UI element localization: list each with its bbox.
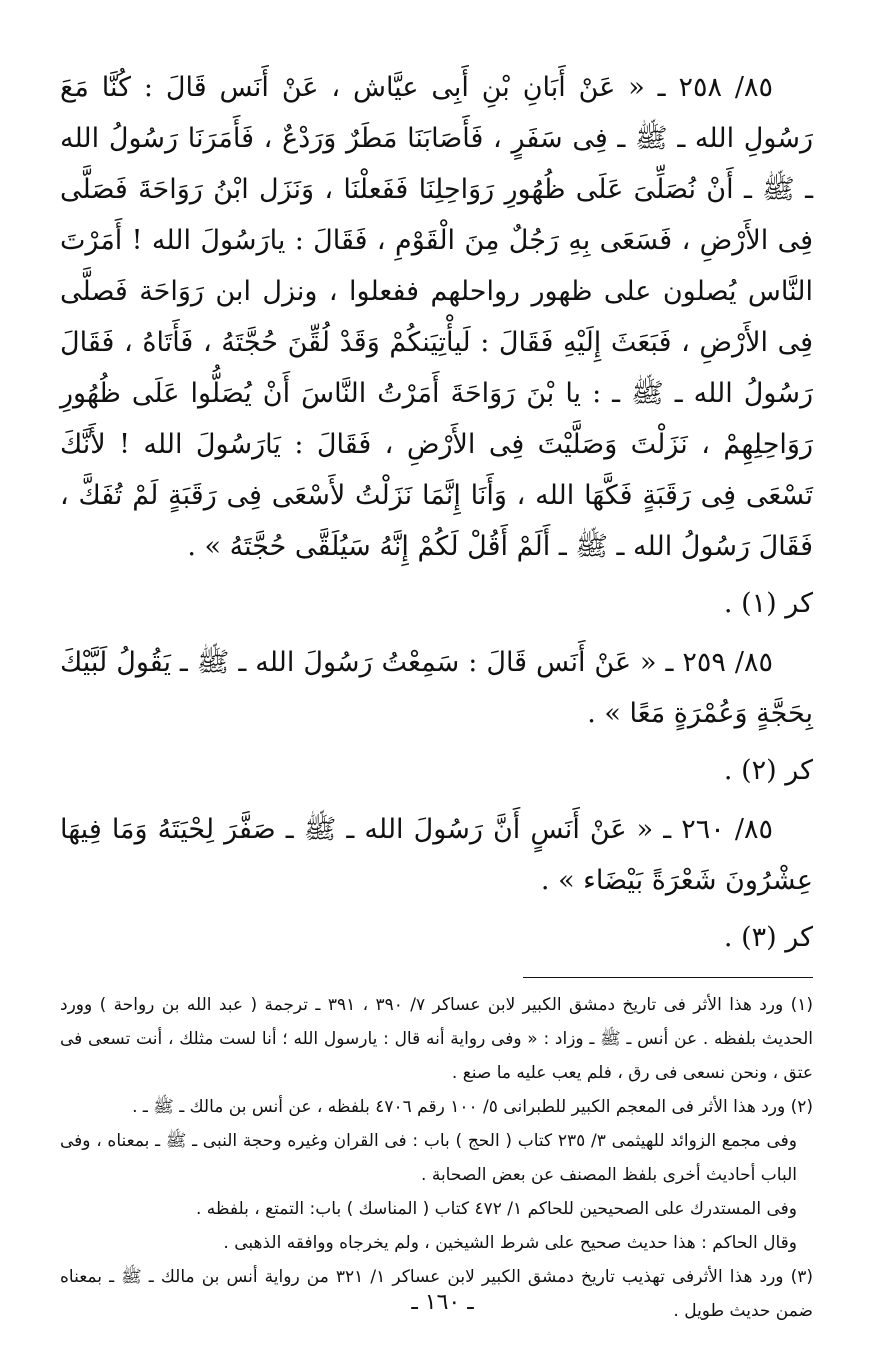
footnote-1: (١) ورد هذا الأثر فى تاريخ دمشق الكبير لابن عساكر ٧/ ٣٩٠ ، ٣٩١ ـ ترجمة ( عبد الله بن رواحة ) وورد الحديث بلفظه . عن أنس ـ ﷺ ـ وزاد : « وفى رواية أنه قال : يارسول الله ؛ أنا لست مثلك ، أنت تسعى فى عتق ، ونحن نسعى فى رق ، فلم يعب عليه ما صنع . <box>60 995 814 1083</box>
footnote-3: (٣) ورد هذا الأثرفى تهذيب تاريخ دمشق الكبير لابن عساكر ١/ ٣٢١ من رواية أنس بن مالك ـ ﷺ ـ بمعناه ضمن حديث طويل . <box>60 1267 813 1321</box>
page-number: ـ ١٦٠ ـ <box>411 1290 474 1315</box>
footnote-2-mustadrak: وفى المستدرك على الصحيحين للحاكم ١/ ٤٧٢ كتاب ( المناسك ) باب: التمتع ، بلفظه . <box>195 1199 797 1219</box>
hadith-259: ٨٥/ ٢٥٩ ـ « عَنْ أَنَس قَالَ : سَمِعْتُ رَسُولَ الله ـ ﷺ ـ يَقُولُ لَبَّيْكَ بِحَجَّةٍ وَعُمْرَةٍ مَعًا » . <box>60 647 813 729</box>
footnote-2-hakim: وقال الحاكم : هذا حديث صحيح على شرط الشيخين ، ولم يخرجاه ووافقه الذهبى . <box>223 1233 797 1253</box>
hadith-260-source: كر (٣) . <box>723 922 813 953</box>
hadith-258: ٨٥/ ٢٥٨ ـ « عَنْ أَبَانِ بْنِ أَبِى عيَّاش ، عَنْ أَنَس قَالَ : كُنَّا مَعَ رَسُولِ الله ـ ﷺ ـ فِى سَفَرٍ ، فَأَصَابَنَا مَطَرٌ وَرَدْعٌ ، فَأَمَرَنَا رَسُولُ الله ـ ﷺ ـ أَنْ نُصَلِّىَ عَلَى ظُهُورِ رَوَاحِلِنَا فَفَعلْنَا ، وَنَزَل ابْنُ رَوَاحَةَ فَصَلَّى فِى الأَرْضِ ، فَسَعَى بِهِ رَجُلٌ مِنَ الْقَوْمِ ، فَقَالَ : يارَسُولَ الله ! أَمَرْتَ النَّاس يُصلون على ظهور رواحلهم ففعلوا ، ونزل ابن رَوَاحَة فَصلَّى فِى الأَرْضِ ، فَبَعَثَ إِلَيْهِ فَقَالَ : لَيأْتِيَنكُمْ وَقَدْ لُقِّنَ حُجَّتَهُ ، فَأَتَاهُ ، فَقَالَ رَسُولُ الله ـ ﷺ ـ : يا بْنَ رَوَاحَةَ أَمَرْتُ النَّاسَ أَنْ يُصَلُّوا عَلَى ظُهُورِ رَوَاحِلِهِمْ ، نَزَلْتَ وَصَلَّيْتَ فِى الأَرْضِ ، فَقَالَ : يَارَسُولَ الله ! لأَنَّكَ تَسْعَى فِى رَقَبَةٍ فَكَّهَا الله ، وَأَنَا إِنَّمَا نَزَلْتُ لأَسْعَى فِى رَقَبَةٍ لَمْ تُفَكَّ ، فَقَالَ رَسُولُ الله ـ ﷺ ـ أَلَمْ أَقُلْ لَكُمْ إِنَّهُ سَيُلَقَّى حُجَّتَهُ » . <box>60 72 813 562</box>
main-text <box>60 62 813 963</box>
footnotes <box>60 988 813 1328</box>
footnote-divider <box>523 977 813 978</box>
hadith-258-source: كر (١) . <box>723 588 813 619</box>
footnote-2-continued: وفى مجمع الزوائد للهيثمى ٣/ ٢٣٥ كتاب ( الحج ) باب : فى القران وغيره وحجة النبى ـ ﷺ ـ بمعناه ، وفى الباب أحاديث أخرى بلفظ المصنف عن بعض الصحابة . <box>60 1131 797 1185</box>
hadith-260: ٨٥/ ٢٦٠ ـ « عَنْ أَنَسٍ أَنَّ رَسُولَ الله ـ ﷺ ـ صَفَّرَ لِحْيَتَهُ وَمَا فِيهَا عِشْرُونَ شَعْرَةً بَيْضَاء » . <box>60 814 813 896</box>
footnote-2: (٢) ورد هذا الأثر فى المعجم الكبير للطبرانى ٥/ ١٠٠ رقم ٤٧٠٦ بلفظه ، عن أنس بن مالك ـ ﷺ ـ . <box>132 1097 813 1117</box>
hadith-259-source: كر (٢) . <box>723 755 813 786</box>
